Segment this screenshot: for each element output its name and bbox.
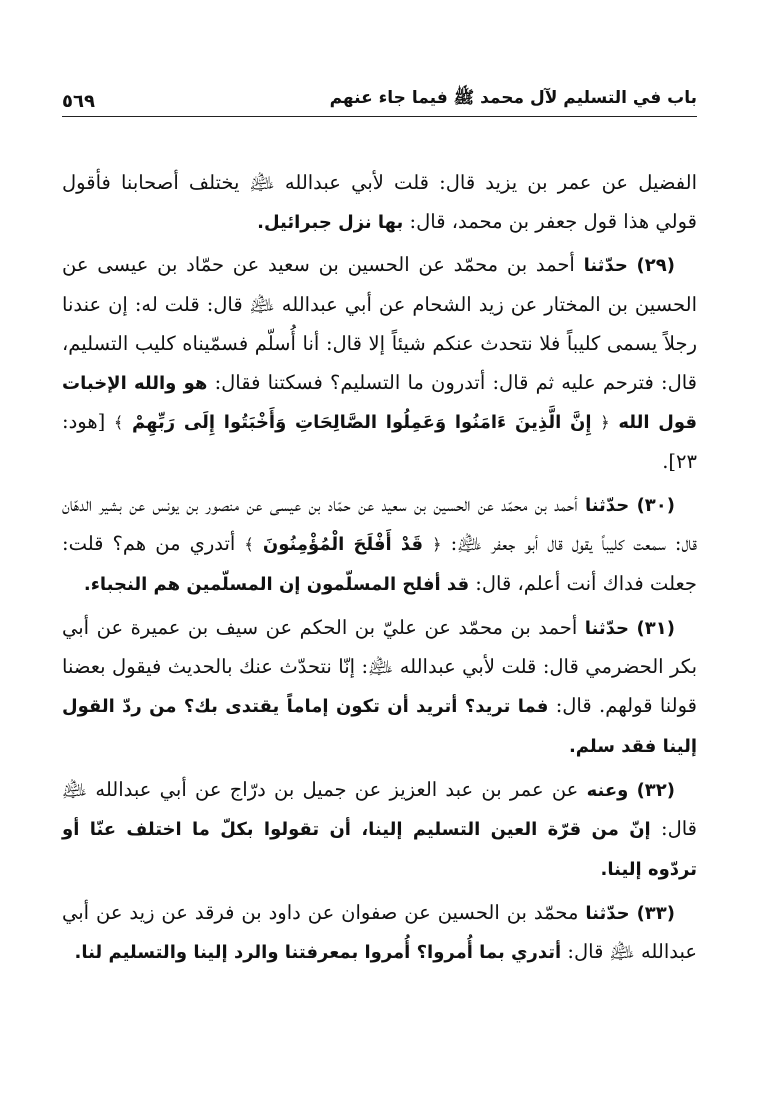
- isnad-lead-word: حدّثنا: [583, 255, 628, 277]
- quran-bracket-ornament: ﴾: [113, 413, 124, 433]
- hadith-number: (٢٩): [636, 255, 675, 277]
- running-title: باب في التسليم لآل محمد ﷺ فيما جاء عنهم: [329, 88, 697, 108]
- text-run: أحمد بن محمّد عن الحسين بن سعيد عن حمّاد بن عيسى عن منصور بن يونس عن بشير الدهّان قال: سمعت كليباً يقول قال أبو جعفر ﵇:: [62, 492, 697, 556]
- text-run: أحمد بن محمّد عن عليّ بن الحكم عن سيف بن عميرة عن أبي بكر الحضرمي قال: قلت لأبي عبدالله ﵇: إنّا نتحدّث عنك بالحديث فيقول بعضنا قولنا قولهم. قال:: [62, 615, 697, 718]
- text-run: [628, 253, 637, 276]
- text-run: محمّد بن الحسين عن صفوان عن داود بن فرقد عن زيد عن أبي عبدالله ﵇ قال:: [62, 900, 697, 964]
- isnad-lead-word: حدّثنا: [585, 902, 630, 924]
- quran-bracket-ornament: ﴿: [432, 535, 442, 555]
- hadith-matn-bold: قد أفلح المسلّمون إن المسلّمين هم النجباء.: [83, 574, 470, 596]
- text-run: أتدري من هم؟ قلت: جعلت فداك أنت أعلم، قال:: [62, 532, 697, 596]
- page-header: [62, 84, 697, 117]
- hadith-paragraph-30: [62, 486, 697, 605]
- isnad-lead-word: حدّثنا: [584, 494, 630, 516]
- paragraph-continuation: [62, 164, 697, 242]
- hadith-paragraph-33: [62, 894, 697, 973]
- hadith-number: (٣٣): [636, 902, 676, 924]
- quran-verse: إِنَّ الَّذِينَ ءَامَنُوا وَعَمِلُوا الصَّالِحَاتِ وَأَخْبَتُوا إِلَى رَبِّهِمْ: [123, 412, 601, 434]
- quran-bracket-ornament: ﴾: [244, 535, 254, 555]
- page-number: ٥٦٩: [62, 91, 95, 112]
- text-run: [630, 901, 637, 924]
- text-run: [هود: ٢٣].: [62, 410, 697, 473]
- hadith-number: (٣١): [636, 617, 675, 639]
- text-run: عن عمر بن عبد العزيز عن جميل بن درّاج عن أبي عبدالله ﵇ قال:: [62, 777, 698, 841]
- text-run: [629, 493, 636, 516]
- hadith-matn-bold: فما تريد؟ أتريد أن تكون إماماً يقتدى بك؟ من ردّ القول إلينا فقد سلم.: [62, 696, 697, 757]
- hadith-number: (٣٢): [636, 779, 676, 801]
- text-run: أحمد بن محمّد عن الحسين بن سعيد عن حمّاد بن عيسى عن الحسين بن المختار عن زيد الشحام عن أبي عبدالله ﵇ قال: قلت له: إن عندنا رجلاً يسمى كليباً فلا نتحدث عنكم شيئاً إلا قال: أنا أُسلّم فسمّيناه كليب التسليم، قال: فترحم عليه ثم قال: أتدرون ما التسليم؟ فسكتنا فقال:: [62, 253, 698, 394]
- hadith-number: (٣٠): [636, 494, 676, 516]
- text-run: [629, 616, 637, 639]
- text-run: الفضيل عن عمر بن يزيد قال: قلت لأبي عبدالله ﵇ يختلف أصحابنا فأقول قولي هذا قول جعفر بن محمد، قال:: [62, 171, 697, 233]
- text-run: [628, 778, 636, 801]
- quran-verse: قَدْ أَفْلَحَ الْمُؤْمِنُونَ: [253, 534, 433, 556]
- isnad-lead-word: حدّثنا: [584, 617, 630, 639]
- hadith-matn-bold: إنّ من قرّة العين التسليم إلينا، أن تقولوا بكلّ ما اختلف عنّا أو تردّوه إلينا.: [62, 819, 697, 880]
- hadith-paragraph-31: [62, 609, 697, 767]
- hadith-paragraph-32: [62, 771, 697, 890]
- hadith-paragraph-29: [62, 246, 697, 481]
- hadith-matn-bold: بها نزل جبرائيل.: [257, 211, 404, 233]
- hadith-text-body: [62, 164, 697, 977]
- isnad-lead-word: وعنه: [586, 779, 629, 801]
- hadith-matn-bold: أتدري بما أُمروا؟ أُمروا بمعرفتنا والرد إلينا والتسليم لنا.: [74, 942, 562, 964]
- hadith-matn-bold: هو والله الإخبات قول الله: [62, 372, 697, 434]
- quran-bracket-ornament: ﴿: [600, 413, 610, 433]
